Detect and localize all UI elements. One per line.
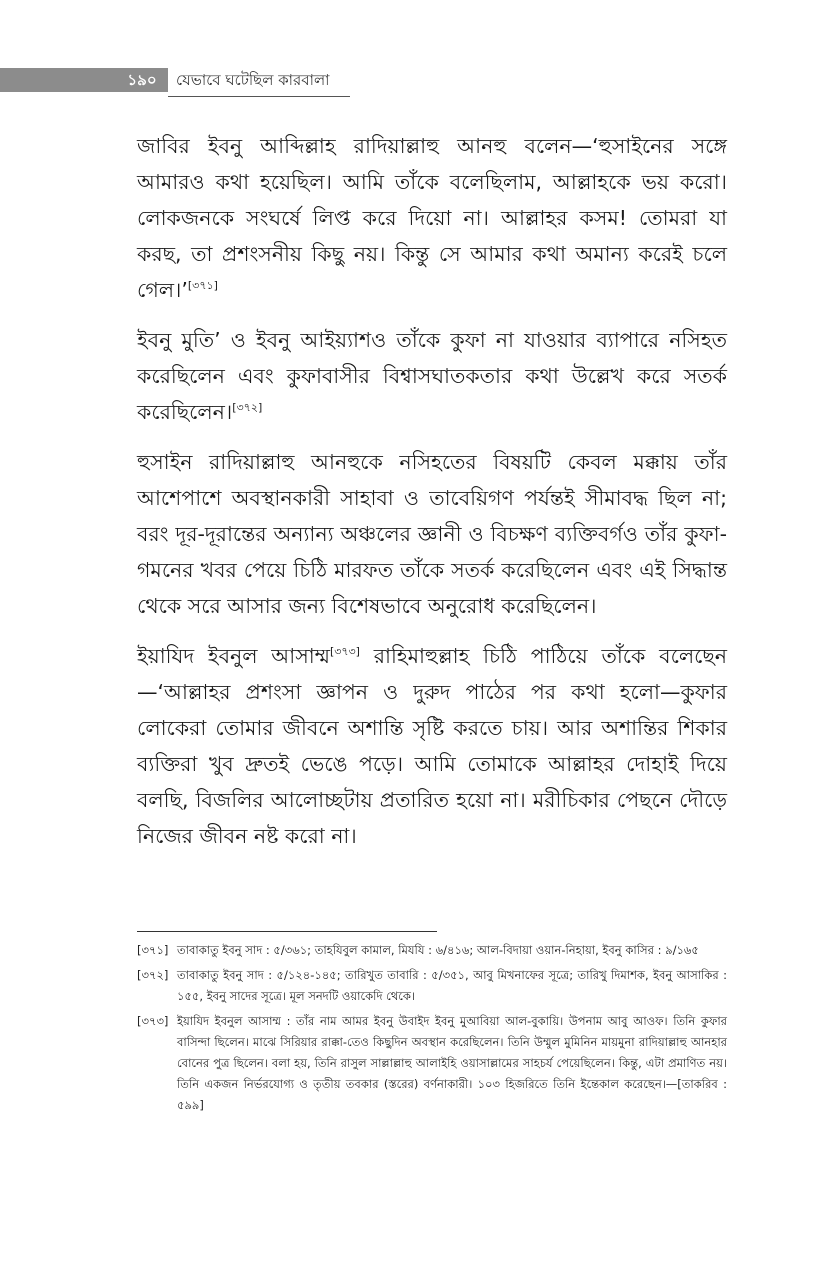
- paragraph-text: জাবির ইবনু আব্দিল্লাহ রাদিয়াল্লাহু আনহু বলেন—‘হুসাইনের সঙ্গে আমারও কথা হয়েছিল। আমি তাঁকে বলেছিলাম, আল্লাহকে ভয় করো। লোকজনকে সংঘর্ষে লিপ্ত করে দিয়ো না। আল্লাহর কসম! তোমরা যা করছ, তা প্রশংসনীয় কিছু নয়। কিন্তু সে আমার কথা অমান্য করেই চলে গেল।’: [137, 134, 727, 302]
- footnote-ref: [৩৭৩]: [329, 645, 360, 659]
- paragraph-text-start: ইয়াযিদ ইবনুল আসাম্ম: [137, 644, 330, 668]
- paragraph-4: [137, 638, 727, 854]
- header-rule: [168, 96, 350, 97]
- footnote-rule: [137, 931, 437, 932]
- body-text: [137, 128, 727, 868]
- footnote-text: তাবাকাতু ইবনু সাদ : ৫/৩৬১; তাহযিবুল কামাল, মিযযি : ৬/৪১৬; আল-বিদায়া ওয়ান-নিহায়া, ইবনু কাসির : ৯/১৬৫: [177, 943, 699, 957]
- footnote-item: [137, 940, 727, 961]
- paragraph-text: হুসাইন রাদিয়াল্লাহু আনহুকে নসিহতের বিষয়টি কেবল মক্কায় তাঁর আশেপাশে অবস্থানকারী সাহাবা ও তাবেয়িগণ পর্যন্তই সীমাবদ্ধ ছিল না; বরং দূর-দূরান্তের অন্যান্য অঞ্চলের জ্ঞানী ও বিচক্ষণ ব্যক্তিবর্গও তাঁর কুফা-গমনের খবর পেয়ে চিঠি মারফত তাঁকে সতর্ক করেছিলেন এবং এই সিদ্ধান্ত থেকে সরে আসার জন্য বিশেষভাবে অনুরোধ করেছিলেন।: [137, 450, 727, 618]
- paragraph-1: [137, 128, 727, 308]
- paragraph-2: [137, 322, 727, 430]
- paragraph-3: [137, 444, 727, 624]
- footnote-number: [৩৭১]: [137, 943, 169, 957]
- paragraph-text: ইবনু মুতি’ ও ইবনু আইয়্যাশও তাঁকে কুফা না যাওয়ার ব্যাপারে নসিহত করেছিলেন এবং কুফাবাসীর বিশ্বাসঘাতকতার কথা উল্লেখ করে সতর্ক করেছিলেন।: [137, 328, 727, 424]
- footnote-number: [৩৭৩]: [137, 1014, 169, 1028]
- page-number: ১৯০: [127, 71, 157, 89]
- footnote-text: তাবাকাতু ইবনু সাদ : ৫/১২৪-১৪৫; তারিখুত তাবারি : ৫/৩৫১, আবু মিখনাফের সূত্রে; তারিখু দিমাশক, ইবনু আসাকির : ১৫৫, ইবনু সাদের সূত্রে। মূল সনদটি ওয়াকেদি থেকে।: [177, 968, 727, 1003]
- footnote-ref: [৩৭২]: [232, 401, 263, 415]
- footnote-item: [137, 1011, 727, 1116]
- footnote-text: ইয়াযিদ ইবনুল আসাম্ম : তাঁর নাম আমর ইবনু উবাইদ ইবনু মুআবিয়া আল-বুকায়ি। উপনাম আবু আওফ। তিনি কুফার বাসিন্দা ছিলেন। মাঝে সিরিয়ার রাক্কা-তেও কিছুদিন অবস্থান করেছিলেন। তিনি উম্মুল মুমিনিন মায়মুনা রাদিয়াল্লাহু আনহার বোনের পুত্র ছিলেন। বলা হয়, তিনি রাসুল সাল্লাল্লাহু আলাইহি ওয়াসাল্লামের সাহচর্য পেয়েছিলেন। কিন্তু, এটা প্রমাণিত নয়। তিনি একজন নির্ভরযোগ্য ও তৃতীয় তবকার (স্তরের) বর্ণনাকারী। ১০৩ হিজরিতে তিনি ইন্তেকাল করেছেন।—[তাকরিব : ৫৯৯]: [177, 1014, 727, 1112]
- footnote-item: [137, 965, 727, 1007]
- footnote-ref: [৩৭১]: [187, 279, 218, 293]
- paragraph-text: রাহিমাহুল্লাহ চিঠি পাঠিয়ে তাঁকে বলেছেন—‘আল্লাহর প্রশংসা জ্ঞাপন ও দুরুদ পাঠের পর কথা হলো—কুফার লোকেরা তোমার জীবনে অশান্তি সৃষ্টি করতে চায়। আর অশান্তির শিকার ব্যক্তিরা খুব দ্রুতই ভেঙে পড়ে। আমি তোমাকে আল্লাহর দোহাই দিয়ে বলছি, বিজলির আলোচ্ছটায় প্রতারিত হয়ো না। মরীচিকার পেছনে দৌড়ে নিজের জীবন নষ্ট করো না।: [137, 644, 727, 848]
- running-title: যেভাবে ঘটেছিল কারবালা: [176, 71, 330, 89]
- footnote-number: [৩৭২]: [137, 968, 169, 982]
- footnotes: [137, 940, 727, 1120]
